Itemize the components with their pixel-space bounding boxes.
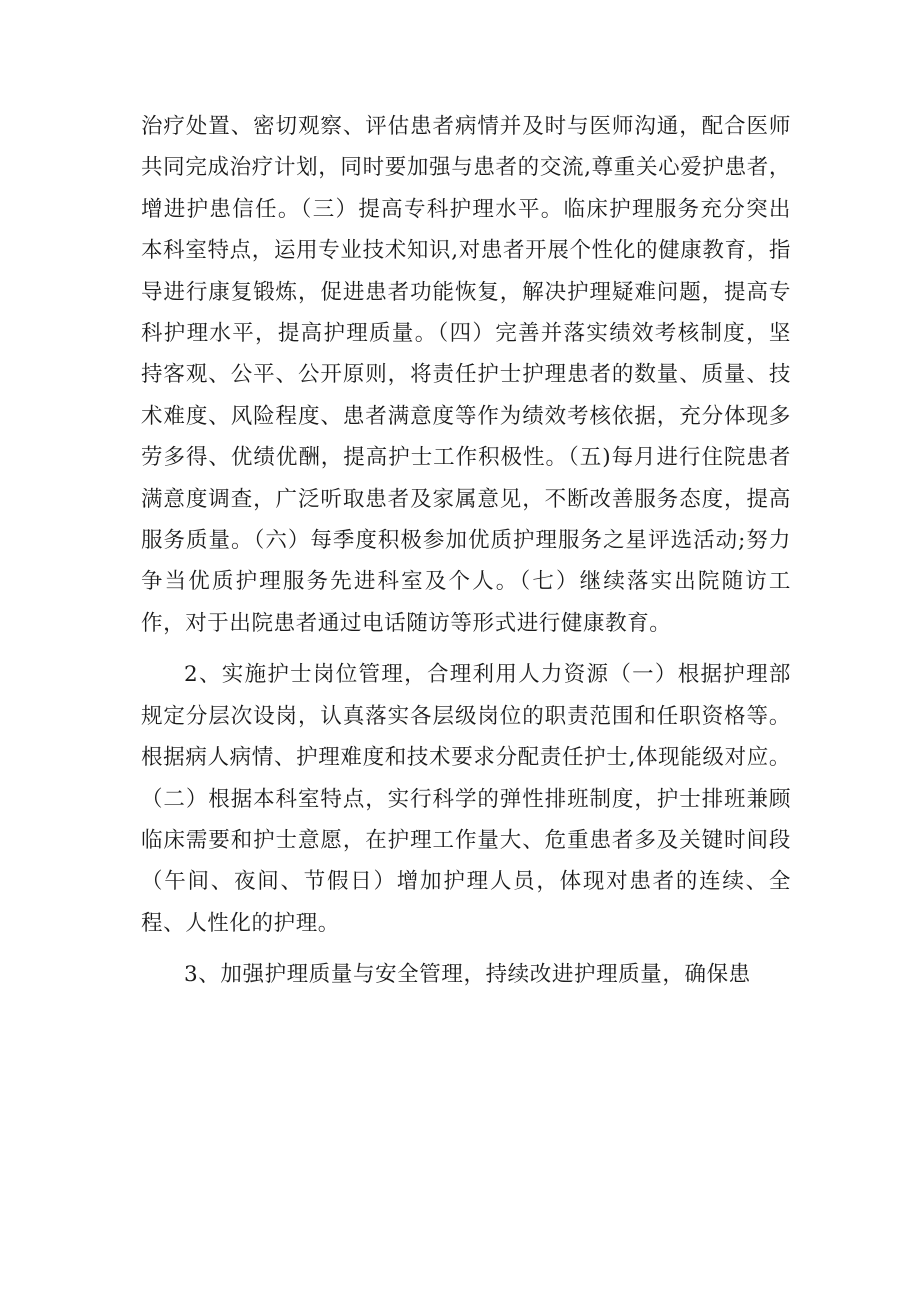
document-body bbox=[141, 106, 791, 996]
paragraph-section-2: 2、实施护士岗位管理，合理利用人力资源（一）根据护理部规定分层次设岗，认真落实各层级岗位的职责范围和任职资格等。根据病人病情、护理难度和技术要求分配责任护士,体现能级对应。（二）根据本科室特点，实行科学的弹性排班制度，护士排班兼顾临床需要和护士意愿，在护理工作量大、危重患者多及关键时间段（午间、夜间、节假日）增加护理人员，体现对患者的连续、全程、人性化的护理。 bbox=[141, 662, 791, 936]
paragraph-continuation: 治疗处置、密切观察、评估患者病情并及时与医师沟通，配合医师共同完成治疗计划，同时要加强与患者的交流,尊重关心爱护患者，增进护患信任。（三）提高专科护理水平。临床护理服务充分突出本科室特点，运用专业技术知识,对患者开展个性化的健康教育，指导进行康复锻炼，促进患者功能恢复，解决护理疑难问题，提高专科护理水平，提高护理质量。（四）完善并落实绩效考核制度，坚持客观、公平、公开原则，将责任护士护理患者的数量、质量、技术难度、风险程度、患者满意度等作为绩效考核依据，充分体现多劳多得、优绩优酬，提高护士工作积极性。（五)每月进行住院患者满意度调查，广泛听取患者及家属意见，不断改善服务态度，提高服务质量。（六）每季度积极参加优质护理服务之星评选活动;努力争当优质护理服务先进科室及个人。（七）继续落实出院随访工作，对于出院患者通过电话随访等形式进行健康教育。 bbox=[141, 114, 791, 636]
paragraph-section-3: 3、加强护理质量与安全管理，持续改进护理质量，确保患 bbox=[184, 962, 751, 988]
